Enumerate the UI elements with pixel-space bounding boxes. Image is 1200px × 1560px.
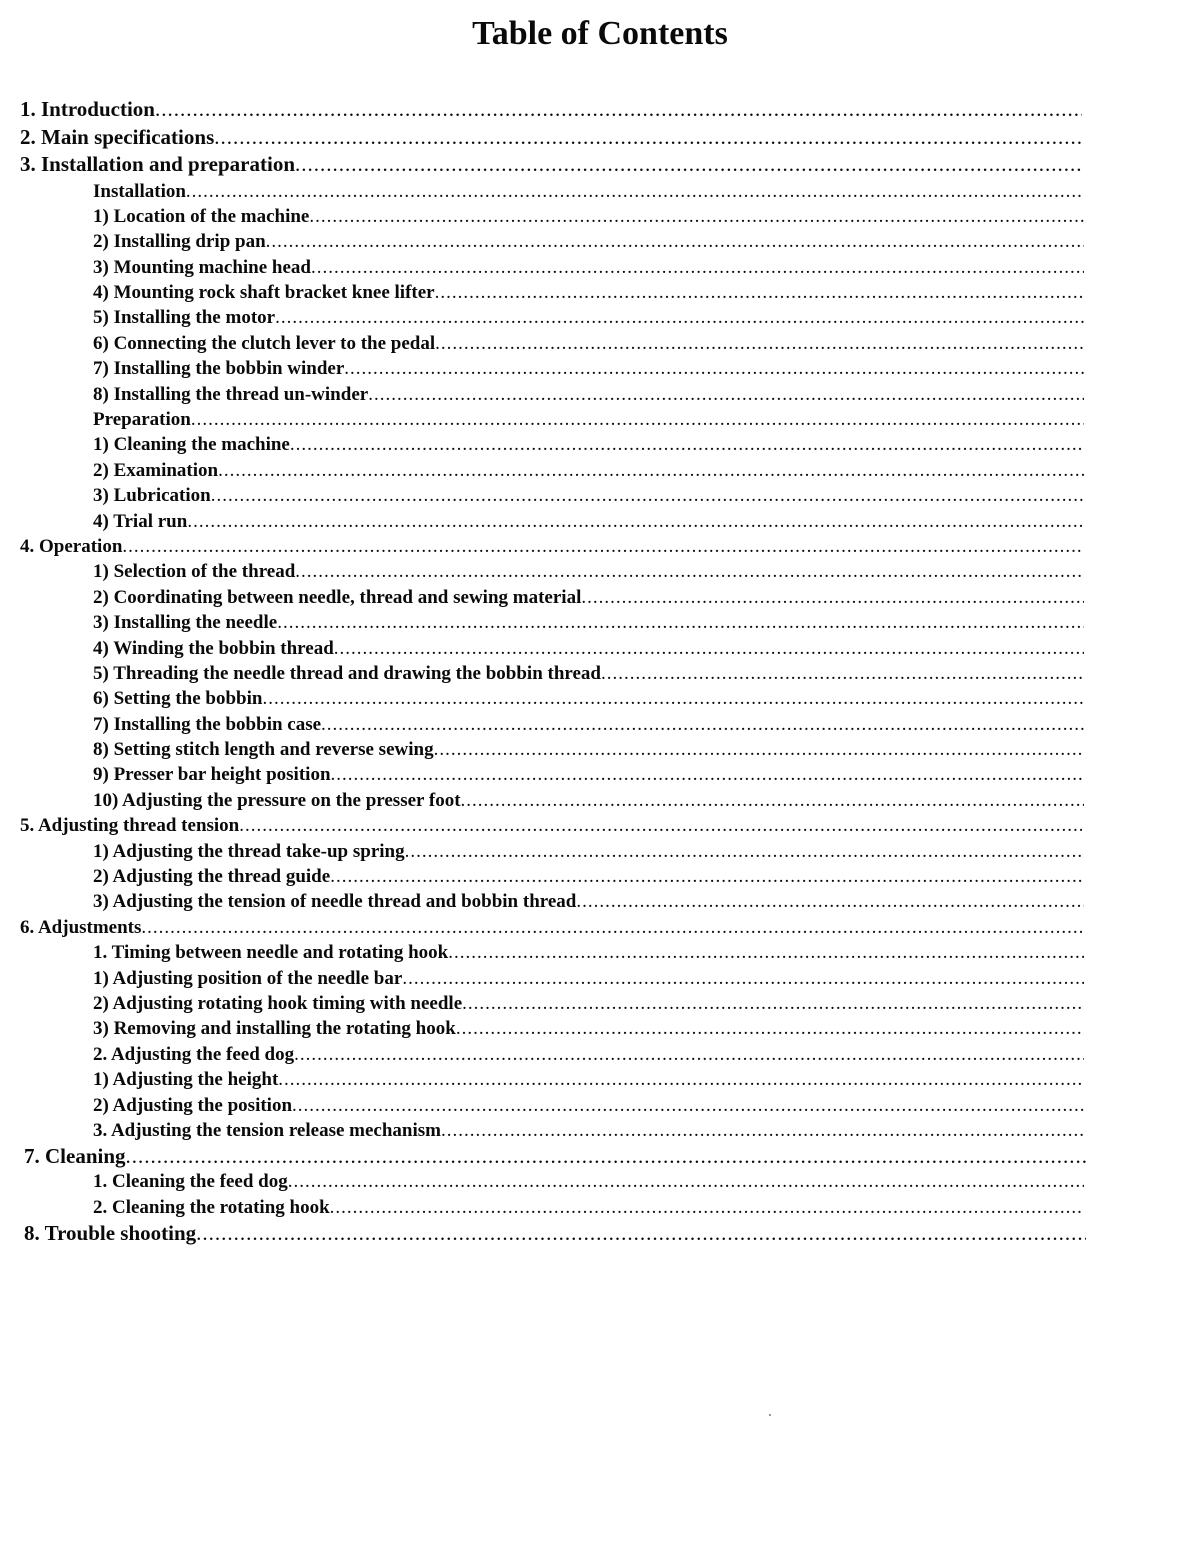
toc-entry-label: 6) Connecting the clutch lever to the pedal	[93, 332, 436, 354]
dot-leader	[266, 229, 1084, 254]
toc-subsection-entry	[0, 1093, 1084, 1118]
dot-leader	[321, 712, 1084, 737]
toc-subsection-entry	[0, 610, 1084, 635]
toc-entry-label: 3. Installation and preparation	[20, 152, 295, 176]
toc-entry-label: 2) Coordinating between needle, thread and sewing material	[93, 586, 582, 608]
dot-leader	[456, 1016, 1084, 1041]
toc-subsection-entry	[0, 382, 1084, 407]
toc-entry-label: 7) Installing the bobbin winder	[93, 358, 345, 380]
dot-leader	[435, 331, 1084, 356]
toc-entry-label: 2. Main specifications	[20, 124, 215, 149]
dot-leader	[218, 458, 1084, 483]
toc-subsection-entry	[0, 458, 1084, 483]
dot-leader	[295, 559, 1084, 584]
toc-entry-label: 2) Examination	[93, 459, 219, 481]
toc-section-entry	[0, 1143, 1086, 1169]
toc-subsection-entry	[0, 255, 1084, 280]
dot-leader	[292, 1093, 1084, 1118]
toc-subsection-entry	[0, 407, 1084, 432]
dot-leader	[126, 1143, 1086, 1169]
toc-section-entry	[0, 124, 1082, 152]
toc-subsection-entry	[0, 331, 1084, 356]
toc-entry-label: 1. Introduction	[20, 97, 155, 121]
toc-entry-label: 1) Adjusting the height	[93, 1069, 279, 1091]
toc-entry-label: 1) Cleaning the machine	[93, 434, 290, 456]
toc-section-entry	[0, 813, 1082, 838]
toc-subsection-entry	[0, 1118, 1084, 1143]
toc-entry-label: 5. Adjusting thread tension	[20, 815, 240, 837]
toc-entry-label: Preparation	[93, 409, 191, 431]
toc-section-entry	[0, 915, 1082, 940]
dot-leader	[601, 661, 1084, 686]
dot-leader	[155, 96, 1082, 124]
toc-subsection-entry	[0, 1042, 1084, 1067]
toc-subsection-entry	[0, 356, 1084, 381]
toc-subsection-entry	[0, 991, 1084, 1016]
toc-section-entry	[0, 151, 1082, 179]
toc-entry-label: 1) Adjusting the thread take-up spring	[93, 840, 405, 862]
toc-entry-label: Installation	[93, 180, 186, 202]
dot-leader	[187, 509, 1084, 534]
dot-leader	[191, 407, 1084, 432]
dot-leader	[344, 356, 1084, 381]
dot-leader	[211, 483, 1084, 508]
toc-entry-label: 6) Setting the bobbin	[93, 688, 263, 710]
dot-leader	[275, 305, 1084, 330]
dot-leader	[295, 151, 1082, 179]
toc-subsection-entry	[0, 762, 1084, 787]
toc-entry-label: 2) Adjusting the position	[93, 1094, 293, 1116]
dot-leader	[196, 1220, 1086, 1246]
dot-leader	[402, 966, 1084, 991]
dot-leader	[288, 1169, 1084, 1194]
toc-entry-label: 2) Adjusting the thread guide	[93, 866, 331, 888]
toc-subsection-entry	[0, 432, 1084, 457]
dot-leader	[122, 534, 1082, 559]
toc-subsection-entry	[0, 559, 1084, 584]
toc-entry-label: 3. Adjusting the tension release mechanism	[93, 1119, 441, 1141]
toc-subsection-entry	[0, 509, 1084, 534]
toc-entry-label: 8) Installing the thread un-winder	[93, 383, 369, 405]
toc-entry-label: 10) Adjusting the pressure on the presser foot	[93, 789, 461, 811]
dot-leader	[186, 179, 1084, 204]
toc-entry-label: 7) Installing the bobbin case	[93, 713, 322, 735]
toc-entry-label: 3) Installing the needle	[93, 612, 278, 634]
toc-entry-label: 8) Setting stitch length and reverse sewing	[93, 739, 434, 761]
toc-subsection-entry	[0, 788, 1084, 813]
toc-subsection-entry	[0, 585, 1084, 610]
toc-entry-label: 2. Adjusting the feed dog	[93, 1043, 295, 1065]
dot-leader	[434, 737, 1084, 762]
toc-entry-label: 6. Adjustments	[20, 916, 142, 938]
toc-entry-label: 3) Removing and installing the rotating hook	[93, 1018, 456, 1040]
toc-subsection-entry	[0, 179, 1084, 204]
scan-speck	[769, 1414, 771, 1416]
toc-entry-label: 4) Mounting rock shaft bracket knee lifter	[93, 282, 435, 304]
toc-subsection-entry	[0, 686, 1084, 711]
toc-subsection-entry	[0, 661, 1084, 686]
toc-entry-label: 3) Lubrication	[93, 485, 211, 507]
toc-subsection-entry	[0, 1169, 1084, 1194]
dot-leader	[462, 991, 1084, 1016]
toc-entry-label: 7. Cleaning	[24, 1144, 126, 1169]
dot-leader	[330, 1195, 1084, 1220]
toc-subsection-entry	[0, 889, 1084, 914]
page-title: Table of Contents	[472, 15, 728, 52]
dot-leader	[262, 686, 1084, 711]
table-of-contents	[0, 96, 1200, 1246]
toc-subsection-entry	[0, 966, 1084, 991]
toc-subsection-entry	[0, 280, 1084, 305]
dot-leader	[331, 762, 1084, 787]
toc-entry-label: 4) Winding the bobbin thread	[93, 637, 334, 659]
dot-leader	[448, 940, 1084, 965]
toc-subsection-entry	[0, 839, 1084, 864]
toc-entry-label: 8. Trouble shooting	[24, 1221, 197, 1246]
dot-leader	[576, 889, 1084, 914]
toc-entry-label: 1) Adjusting position of the needle bar	[93, 967, 403, 989]
dot-leader	[309, 204, 1084, 229]
dot-leader	[441, 1118, 1084, 1143]
toc-subsection-entry	[0, 712, 1084, 737]
toc-subsection-entry	[0, 483, 1084, 508]
toc-entry-label: 3) Adjusting the tension of needle thread and bobbin thread	[93, 891, 577, 913]
toc-entry-label: 5) Threading the needle thread and drawing the bobbin thread	[93, 662, 601, 684]
toc-subsection-entry	[0, 737, 1084, 762]
toc-entry-label: 2) Adjusting rotating hook timing with needle	[93, 993, 463, 1014]
toc-subsection-entry	[0, 1016, 1084, 1041]
dot-leader	[581, 585, 1084, 610]
dot-leader	[435, 280, 1084, 305]
toc-subsection-entry	[0, 636, 1084, 661]
dot-leader	[141, 915, 1082, 940]
toc-entry-label: 1) Selection of the thread	[93, 561, 296, 583]
toc-subsection-entry	[0, 204, 1084, 229]
toc-entry-label: 1) Location of the machine	[93, 205, 310, 227]
dot-leader	[294, 1042, 1084, 1067]
toc-entry-label: 4. Operation	[20, 535, 123, 557]
toc-entry-label: 4) Trial run	[93, 510, 188, 532]
toc-subsection-entry	[0, 1067, 1084, 1092]
toc-subsection-entry	[0, 1195, 1084, 1220]
toc-entry-label: 9) Presser bar height position	[93, 764, 331, 786]
dot-leader	[277, 610, 1084, 635]
dot-leader	[278, 1067, 1084, 1092]
toc-entry-label: 2. Cleaning the rotating hook	[93, 1196, 330, 1218]
dot-leader	[334, 636, 1084, 661]
dot-leader	[405, 839, 1084, 864]
toc-entry-label: 5) Installing the motor	[93, 307, 276, 329]
dot-leader	[368, 382, 1084, 407]
dot-leader	[330, 864, 1084, 889]
toc-entry-label: 3) Mounting machine head	[93, 256, 311, 278]
toc-subsection-entry	[0, 229, 1084, 254]
toc-entry-label: 1. Cleaning the feed dog	[93, 1171, 288, 1193]
toc-entry-label: 1. Timing between needle and rotating hook	[93, 942, 449, 964]
toc-subsection-entry	[0, 305, 1084, 330]
toc-subsection-entry	[0, 864, 1084, 889]
toc-section-entry	[0, 534, 1082, 559]
toc-section-entry	[0, 1220, 1086, 1246]
dot-leader	[311, 255, 1084, 280]
toc-entry-label: 2) Installing drip pan	[93, 231, 266, 253]
dot-leader	[461, 788, 1084, 813]
dot-leader	[290, 432, 1084, 457]
dot-leader	[214, 124, 1082, 152]
toc-section-entry	[0, 96, 1082, 124]
dot-leader	[239, 813, 1082, 838]
toc-subsection-entry	[0, 940, 1084, 965]
